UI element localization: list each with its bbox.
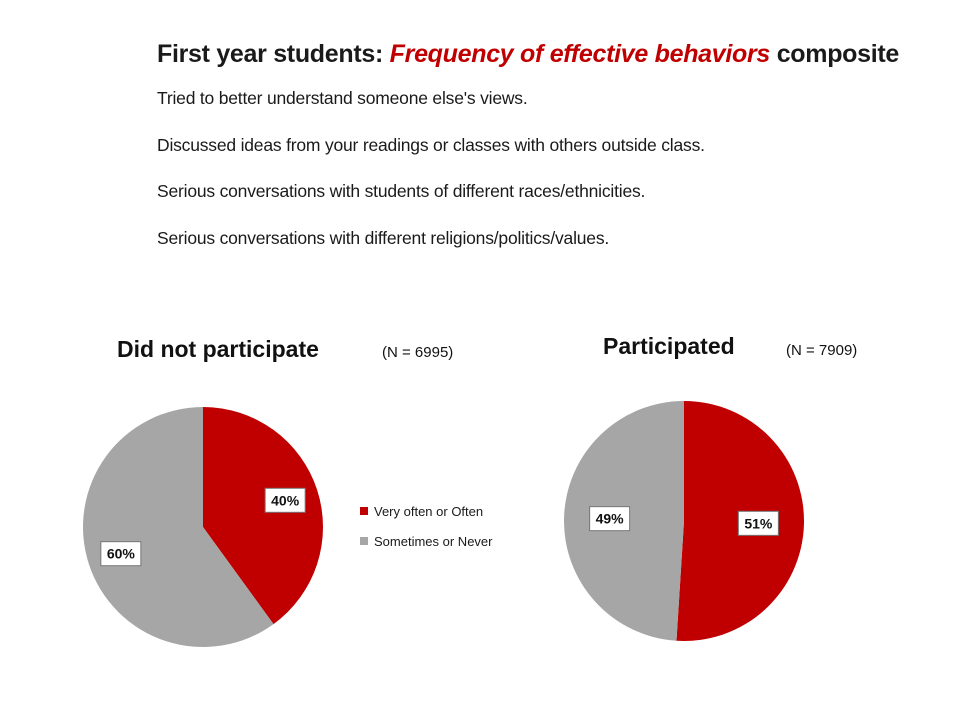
chart-n-not-participated: (N = 6995) [382,344,454,361]
legend-swatch-gray [360,537,368,545]
title-prefix: First year students: [157,40,384,68]
chart-title-participated: Participated [603,333,735,359]
behavior-item: Serious conversations with students of different races/ethnicities. [157,181,646,201]
pie-data-label [265,488,305,512]
pie-data-label [590,507,630,531]
legend-item-sometimes [360,532,492,550]
legend-item-very-often [360,502,492,520]
chart-title-not-participated: Did not participate [117,336,319,362]
svg-text:60%: 60% [106,545,135,562]
legend-swatch-red [360,507,368,515]
svg-text:51%: 51% [744,515,773,532]
chart-n-participated: (N = 7909) [786,342,858,359]
svg-text:40%: 40% [271,492,300,509]
chart-legend [360,502,492,562]
svg-text:49%: 49% [595,510,624,527]
behavior-item: Tried to better understand someone else's views. [157,88,528,108]
pie-data-label [101,542,141,566]
title-suffix: composite [776,40,900,68]
pie-data-label [738,511,778,535]
legend-label: Very often or Often [374,503,484,519]
behavior-item: Serious conversations with different religions/politics/values. [157,227,610,248]
title-highlight: Frequency of effective behaviors [389,40,771,68]
behavior-item: Discussed ideas from your readings or classes with others outside class. [157,134,705,155]
legend-label: Sometimes or Never [374,533,493,549]
